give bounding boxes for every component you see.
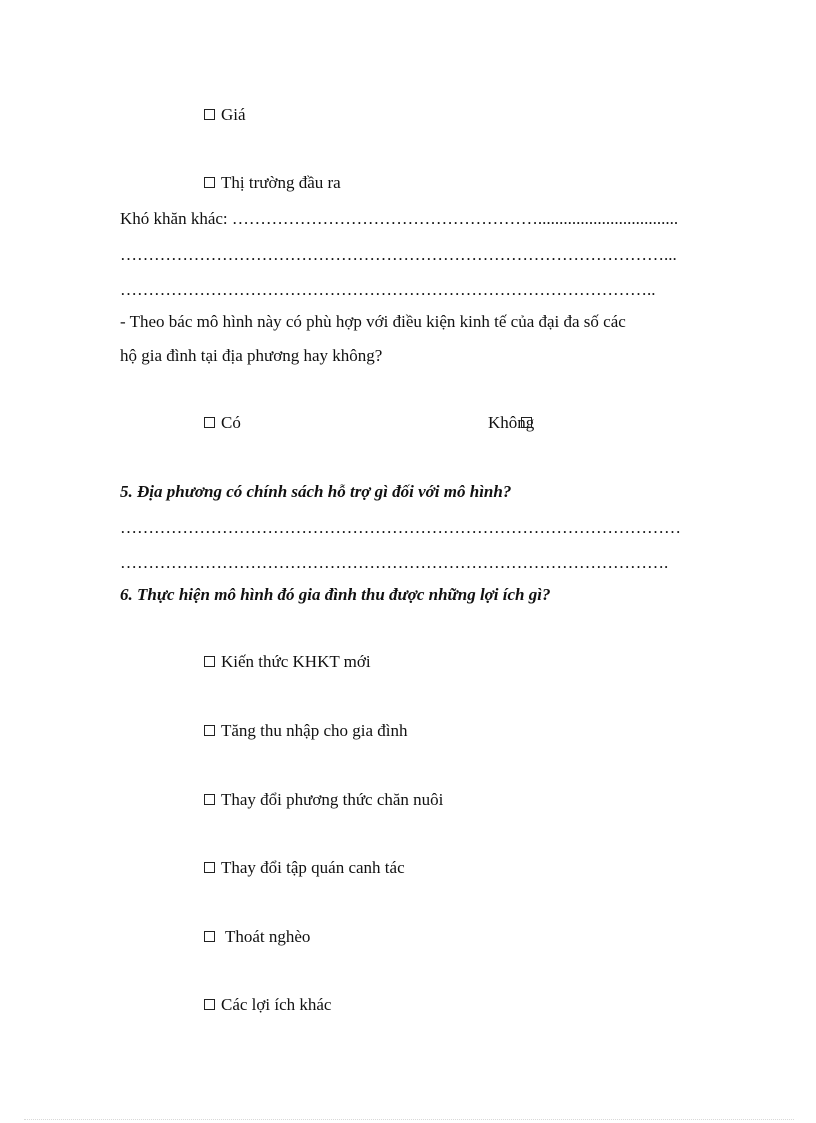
checkbox[interactable]	[204, 417, 215, 428]
checkbox[interactable]	[204, 862, 215, 873]
page-divider	[24, 1119, 794, 1120]
benefit-option[interactable]	[204, 721, 408, 741]
option-market[interactable]	[204, 173, 341, 193]
option-label: Thay đổi tập quán canh tác	[221, 858, 405, 877]
option-label: Giá	[221, 105, 246, 124]
benefit-option[interactable]	[204, 790, 443, 810]
other-label: Khó khăn khác:	[120, 209, 228, 228]
option-label: Không	[488, 413, 535, 432]
option-label: Tăng thu nhập cho gia đình	[221, 721, 408, 740]
option-label: Thay đổi phương thức chăn nuôi	[221, 790, 444, 809]
answer-line: ……………………………………………………………………………………...	[120, 245, 677, 264]
suitability-question-line1: - Theo bác mô hình này có phù hợp với điều kiện kinh tế của đại đa số các	[120, 312, 626, 331]
benefit-option[interactable]	[204, 652, 371, 672]
option-label: Kiến thức KHKT mới	[221, 652, 371, 671]
checkbox[interactable]	[204, 656, 215, 667]
option-no[interactable]	[488, 413, 535, 433]
checkbox[interactable]	[521, 417, 532, 428]
benefit-option[interactable]	[204, 858, 405, 878]
benefit-option[interactable]	[204, 927, 310, 947]
option-yes[interactable]	[204, 413, 241, 433]
other-difficulties	[120, 209, 678, 229]
checkbox[interactable]	[204, 177, 215, 188]
answer-line: ……………………………………………….................................	[231, 209, 679, 228]
checkbox[interactable]	[204, 794, 215, 805]
option-label: Thoát nghèo	[221, 927, 311, 946]
answer-line: ………………………………………………………………………………………	[120, 518, 681, 537]
option-price[interactable]	[204, 105, 246, 125]
checkbox[interactable]	[204, 999, 215, 1010]
question-5-title: 5. Địa phương có chính sách hỗ trợ gì đối với mô hình?	[120, 482, 512, 501]
answer-line: …………………………………………………………………………………….	[120, 553, 669, 572]
suitability-question-line2: hộ gia đình tại địa phương hay không?	[120, 346, 383, 365]
checkbox[interactable]	[204, 109, 215, 120]
checkbox[interactable]	[204, 725, 215, 736]
option-label: Có	[221, 413, 241, 432]
benefit-option[interactable]	[204, 995, 331, 1015]
option-label: Thị trường đầu ra	[221, 173, 341, 192]
question-6-title: 6. Thực hiện mô hình đó gia đình thu được những lợi ích gì?	[120, 585, 551, 604]
checkbox[interactable]	[204, 931, 215, 942]
option-label: Các lợi ích khác	[221, 995, 332, 1014]
answer-line: …………………………………………………………………………………..	[120, 280, 656, 299]
